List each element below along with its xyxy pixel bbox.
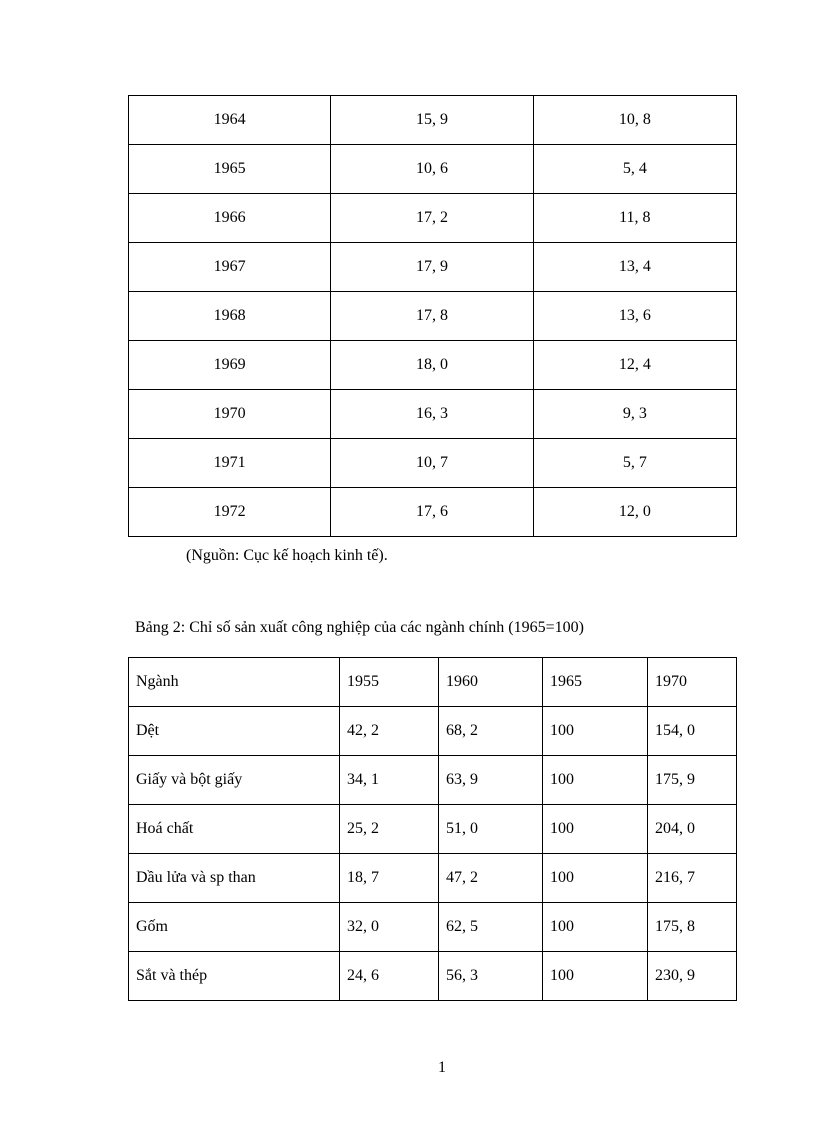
table-row <box>129 145 737 194</box>
table-cell: 18, 0 <box>331 341 533 390</box>
table-row <box>129 292 737 341</box>
table-cell: 18, 7 <box>340 854 439 903</box>
table-cell: Dầu lửa và sp than <box>129 854 340 903</box>
table-header-cell: 1965 <box>543 658 648 707</box>
table-cell: 13, 6 <box>533 292 736 341</box>
table-cell: 1971 <box>129 439 331 488</box>
table-cell: 100 <box>543 805 648 854</box>
table-row <box>129 243 737 292</box>
table-cell: 1968 <box>129 292 331 341</box>
table-cell: 1964 <box>129 96 331 145</box>
table-cell: 100 <box>543 854 648 903</box>
table-cell: 5, 4 <box>533 145 736 194</box>
table-cell: Hoá chất <box>129 805 340 854</box>
table-cell: 47, 2 <box>439 854 543 903</box>
table-cell: 42, 2 <box>340 707 439 756</box>
table-cell: 24, 6 <box>340 952 439 1001</box>
table-cell: 11, 8 <box>533 194 736 243</box>
table-cell: 175, 9 <box>648 756 737 805</box>
table-cell: 13, 4 <box>533 243 736 292</box>
table-header-cell: 1970 <box>648 658 737 707</box>
table-row <box>129 390 737 439</box>
table-row <box>129 439 737 488</box>
table-cell: 10, 7 <box>331 439 533 488</box>
table-cell: 15, 9 <box>331 96 533 145</box>
table-row <box>129 952 737 1001</box>
table-cell: 1972 <box>129 488 331 537</box>
yearly-data-table <box>128 95 737 537</box>
table-row <box>129 96 737 145</box>
table-row <box>129 756 737 805</box>
table-cell: 230, 9 <box>648 952 737 1001</box>
table-cell: 34, 1 <box>340 756 439 805</box>
table-row <box>129 805 737 854</box>
table-header-row <box>129 658 737 707</box>
table-cell: 216, 7 <box>648 854 737 903</box>
table-cell: 17, 9 <box>331 243 533 292</box>
table-cell: 10, 6 <box>331 145 533 194</box>
table-cell: Giấy và bột giấy <box>129 756 340 805</box>
table-cell: 1966 <box>129 194 331 243</box>
table-cell: 100 <box>543 707 648 756</box>
table-header-cell: 1955 <box>340 658 439 707</box>
table-cell: 154, 0 <box>648 707 737 756</box>
table-row <box>129 707 737 756</box>
table-cell: 1965 <box>129 145 331 194</box>
table-cell: 17, 6 <box>331 488 533 537</box>
table-cell: 51, 0 <box>439 805 543 854</box>
table-cell: 16, 3 <box>331 390 533 439</box>
table-cell: 1969 <box>129 341 331 390</box>
page-number: 1 <box>438 1059 446 1076</box>
table-cell: 9, 3 <box>533 390 736 439</box>
table-cell: Dệt <box>129 707 340 756</box>
table-row <box>129 488 737 537</box>
table-cell: 12, 4 <box>533 341 736 390</box>
table-row <box>129 194 737 243</box>
table-cell: 56, 3 <box>439 952 543 1001</box>
table-cell: Sắt và thép <box>129 952 340 1001</box>
table-cell: 25, 2 <box>340 805 439 854</box>
table-cell: 63, 9 <box>439 756 543 805</box>
table-cell: 1970 <box>129 390 331 439</box>
table-cell: 62, 5 <box>439 903 543 952</box>
table-cell: Gốm <box>129 903 340 952</box>
table-cell: 10, 8 <box>533 96 736 145</box>
industry-index-table <box>128 657 737 1001</box>
table-cell: 17, 8 <box>331 292 533 341</box>
table-cell: 100 <box>543 952 648 1001</box>
table-row <box>129 341 737 390</box>
source-note: (Nguồn: Cục kế hoạch kinh tế). <box>186 547 388 564</box>
table-caption: Bảng 2: Chỉ số sản xuất công nghiệp của các ngành chính (1965=100) <box>135 619 584 636</box>
table-cell: 204, 0 <box>648 805 737 854</box>
table-cell: 100 <box>543 903 648 952</box>
table-cell: 17, 2 <box>331 194 533 243</box>
table-cell: 1967 <box>129 243 331 292</box>
table-row <box>129 903 737 952</box>
table-cell: 32, 0 <box>340 903 439 952</box>
table-row <box>129 854 737 903</box>
table-cell: 100 <box>543 756 648 805</box>
table-cell: 175, 8 <box>648 903 737 952</box>
table-header-cell: 1960 <box>439 658 543 707</box>
table-cell: 12, 0 <box>533 488 736 537</box>
table-cell: 5, 7 <box>533 439 736 488</box>
table-header-cell: Ngành <box>129 658 340 707</box>
table-cell: 68, 2 <box>439 707 543 756</box>
